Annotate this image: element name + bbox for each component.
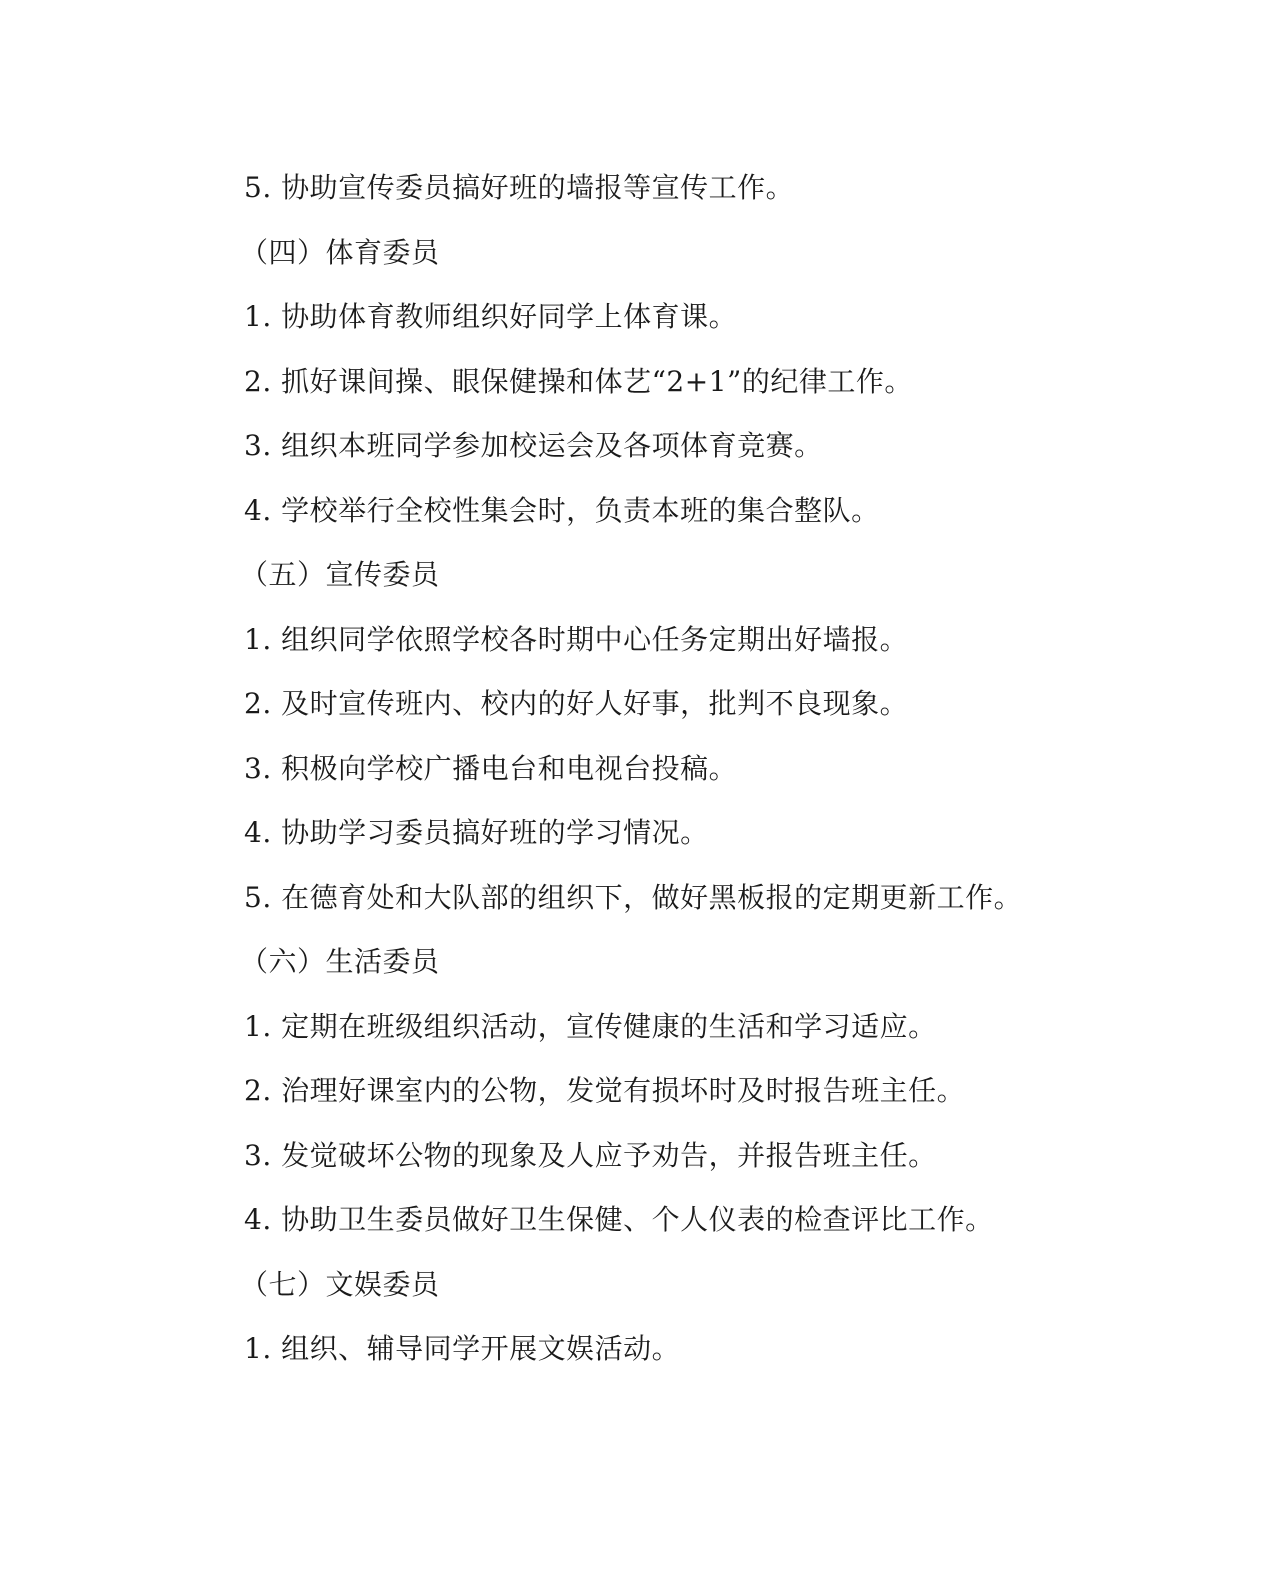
list-item: 3. 组织本班同学参加校运会及各项体育竞赛。 xyxy=(244,429,823,462)
list-item: 5. 协助宣传委员搞好班的墙报等宣传工作。 xyxy=(244,171,795,204)
list-item: 1. 组织同学依照学校各时期中心任务定期出好墙报。 xyxy=(244,622,909,656)
section-heading: （四）体育委员 xyxy=(240,235,440,269)
list-item: 3. 发觉破坏公物的现象及人应予劝告，并报告班主任。 xyxy=(244,1138,937,1172)
list-item: 4. 学校举行全校性集会时，负责本班的集合整队。 xyxy=(244,493,880,527)
list-item: 1. 协助体育教师组织好同学上体育课。 xyxy=(244,300,738,333)
document-body xyxy=(240,166,1144,1392)
list-item: 2. 治理好课室内的公物，发觉有损坏时及时报告班主任。 xyxy=(244,1074,966,1107)
list-item: 1. 定期在班级组织活动，宣传健康的生活和学习适应。 xyxy=(244,1009,937,1043)
section-heading: （六）生活委员 xyxy=(240,945,440,978)
list-item: 1. 组织、辅导同学开展文娱活动。 xyxy=(244,1332,681,1365)
list-item: 4. 协助卫生委员做好卫生保健、个人仪表的检查评比工作。 xyxy=(244,1203,994,1236)
list-item: 4. 协助学习委员搞好班的学习情况。 xyxy=(244,816,709,849)
list-item: 2. 抓好课间操、眼保健操和体艺“2+1”的纪律工作。 xyxy=(244,364,913,398)
list-item: 3. 积极向学校广播电台和电视台投稿。 xyxy=(244,751,738,785)
section-heading: （五）宣传委员 xyxy=(240,558,440,591)
section-heading: （七）文娱委员 xyxy=(240,1267,440,1301)
list-item: 5. 在德育处和大队部的组织下，做好黑板报的定期更新工作。 xyxy=(244,880,1023,914)
list-item: 2. 及时宣传班内、校内的好人好事，批判不良现象。 xyxy=(244,687,909,720)
